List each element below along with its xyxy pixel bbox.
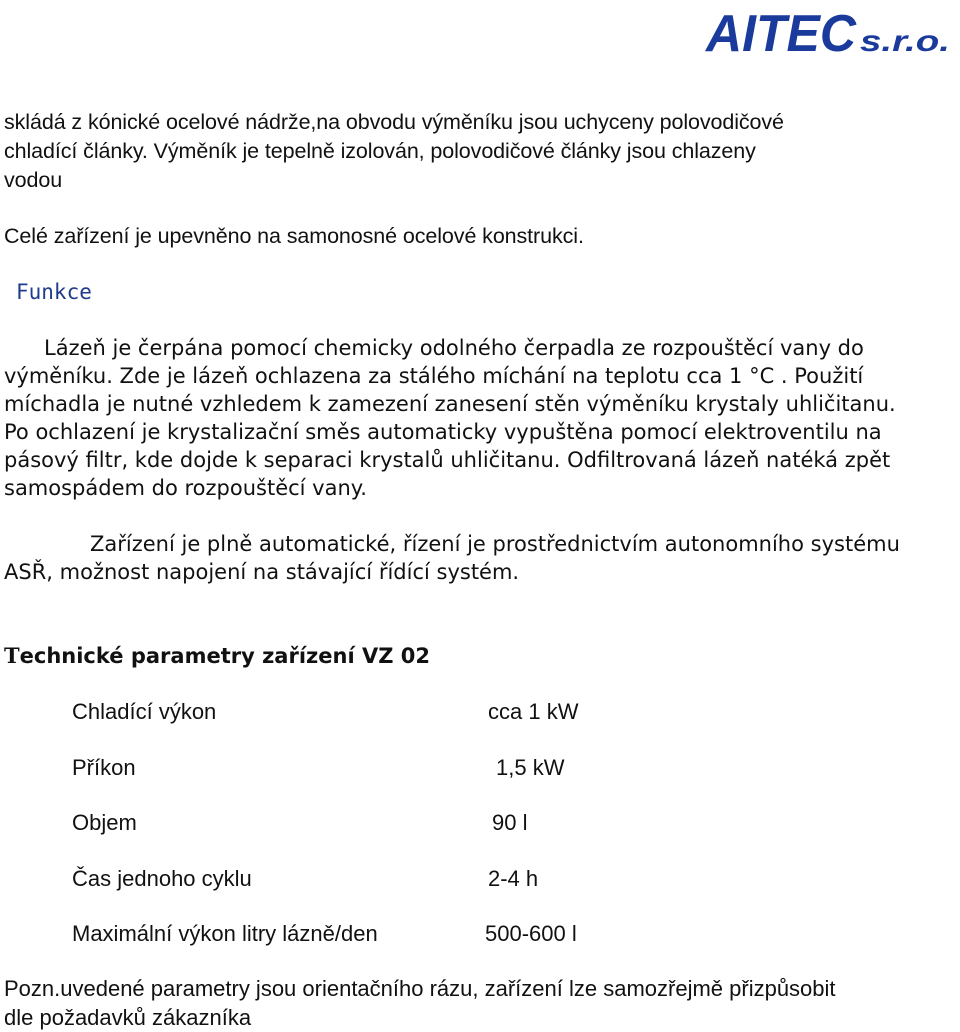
- function-line-5: pásový filtr, kde dojde k separaci krystalů uhličitanu. Odfiltrovaná lázeň natéká zpět: [4, 448, 891, 472]
- logo-wordmark: AITEC: [704, 5, 858, 60]
- parameters-title: [4, 642, 430, 670]
- intro-line-4: Celé zařízení je upevněno na samonosné ocelové konstrukci.: [4, 224, 584, 248]
- parameter-value: cca 1 kW: [488, 699, 579, 724]
- footnote-line-1: Pozn.uvedené parametry jsou orientačního rázu, zařízení lze samozřejmě přizpůsobit: [4, 976, 836, 1001]
- intro-line-2: chladící články. Výměník je tepelně izolován, polovodičové články jsou chlazeny: [4, 139, 756, 163]
- parameter-label: Maximální výkon litry lázně/den: [72, 921, 378, 946]
- parameter-label: Příkon: [72, 755, 136, 780]
- parameter-value: 90 l: [492, 810, 528, 835]
- parameter-row: [0, 753, 960, 783]
- automation-line-2: ASŘ, možnost napojení na stávající řídící systém.: [4, 560, 520, 584]
- parameter-value: 2-4 h: [488, 866, 539, 891]
- parameter-row: [0, 864, 960, 894]
- footnote-line-2: dle požadavků zákazníka: [4, 1005, 252, 1030]
- parameter-value: 500-600 l: [485, 921, 577, 946]
- parameter-label: Chladící výkon: [72, 699, 217, 724]
- parameter-row: [0, 919, 960, 949]
- parameter-label: Objem: [72, 810, 137, 835]
- logo-suffix: s.r.o.: [860, 25, 950, 58]
- footnote: [4, 974, 944, 1032]
- parameter-label: Čas jednoho cyklu: [72, 866, 252, 891]
- parameter-row: [0, 697, 960, 727]
- company-logo: [704, 4, 954, 60]
- parameters-title-initial: T: [4, 643, 20, 668]
- intro-line-3: vodou: [4, 168, 63, 192]
- function-line-3: míchadla je nutné vzhledem k zamezení zanesení stěn výměníku krystaly uhličitanu.: [4, 392, 896, 416]
- function-line-6: samospádem do rozpouštěcí vany.: [4, 476, 367, 500]
- function-line-2: výměníku. Zde je lázeň ochlazena za stálého míchání na teplotu cca 1 °C . Použití: [4, 364, 864, 388]
- function-line-4: Po ochlazení je krystalizační směs automaticky vypuštěna pomocí elektroventilu na: [4, 420, 882, 444]
- function-line-1: Lázeň je čerpána pomocí chemicky odolného čerpadla ze rozpouštěcí vany do: [44, 336, 864, 360]
- parameter-value: 1,5 kW: [496, 755, 565, 780]
- automation-line-1: Zařízení je plně automatické, řízení je prostřednictvím autonomního systému: [90, 532, 900, 556]
- parameter-row: [0, 808, 960, 838]
- intro-line-1: skládá z kónické ocelové nádrže,na obvodu výměníku jsou uchyceny polovodičové: [4, 110, 784, 134]
- aitec-logo-graphic: [704, 4, 954, 60]
- section-heading-funkce: Funkce: [16, 280, 92, 304]
- parameters-title-rest: echnické parametry zařízení VZ 02: [19, 644, 430, 668]
